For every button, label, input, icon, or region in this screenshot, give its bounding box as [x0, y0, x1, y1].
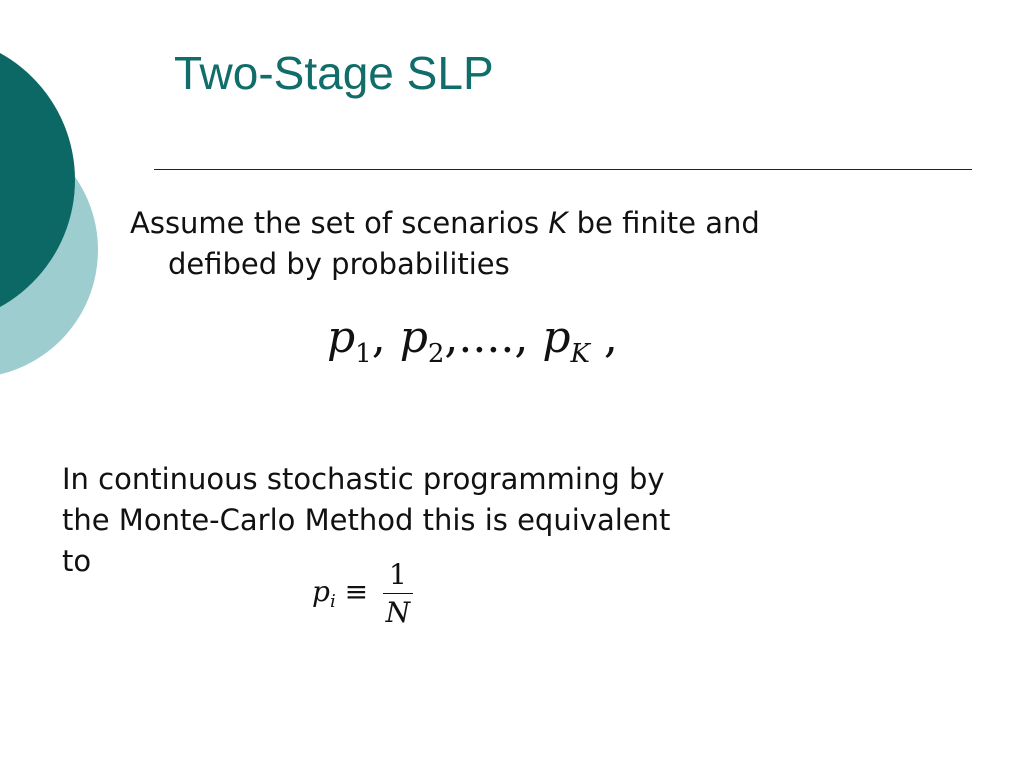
slide-title: Two-Stage SLP [174, 47, 494, 99]
title-divider [154, 169, 972, 170]
formula2-sub-i: i [329, 591, 336, 612]
para2-line3: to [62, 544, 92, 578]
paragraph-monte-carlo [62, 459, 822, 582]
decorative-circles [0, 0, 120, 420]
paragraph-scenarios [130, 203, 930, 285]
para1-line1-prefix: Assume the set of scenarios [130, 206, 549, 240]
formula1-ellipsis: ,...., [444, 312, 543, 363]
formula2-denominator: N [385, 596, 411, 629]
formula2-equiv: ≡ [335, 575, 377, 608]
formula1-sub2: 2 [427, 339, 445, 369]
formula1-sep1: , [371, 312, 400, 363]
para2-line2: the Monte-Carlo Method this is equivalent [62, 503, 671, 537]
formula2-numerator: 1 [383, 558, 413, 594]
formula2-p: p [312, 575, 330, 608]
para1-var-k: K [548, 206, 568, 240]
para2-line1: In continuous stochastic programming by [62, 462, 665, 496]
formula1-p2: p [399, 312, 428, 363]
formula1-p1: p [327, 312, 356, 363]
probabilities-formula [327, 312, 618, 369]
para1-line2: defibed by probabilities [168, 247, 510, 281]
para1-line1-suffix: be finite and [567, 206, 760, 240]
formula1-trail: , [589, 312, 618, 363]
formula1-subk: K [570, 339, 590, 369]
uniform-probability-formula [312, 558, 413, 629]
formula1-sub1: 1 [355, 339, 372, 369]
formula1-pk: p [542, 312, 571, 363]
formula2-fraction [383, 558, 413, 629]
